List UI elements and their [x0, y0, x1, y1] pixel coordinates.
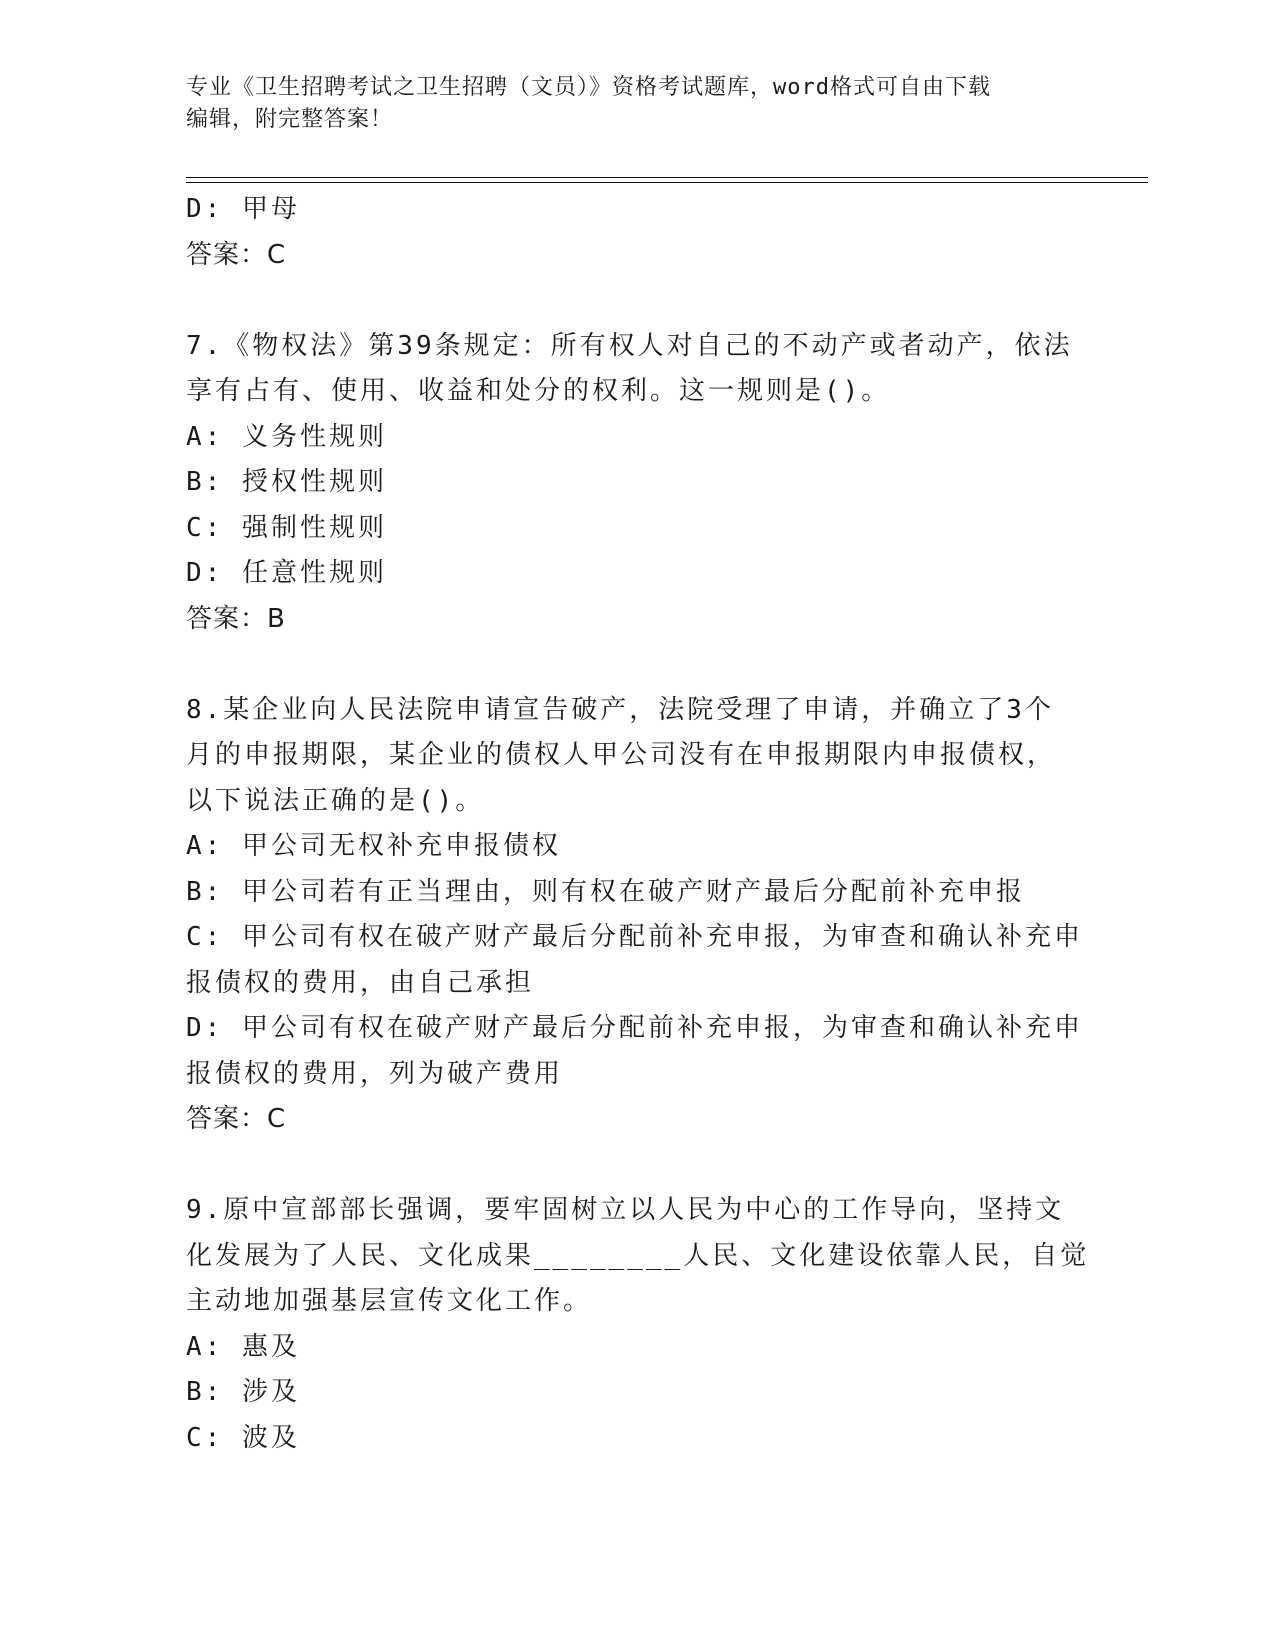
question-text: 化发展为了人民、文化成果________人民、文化建设依靠人民，自觉 — [186, 1240, 1090, 1271]
question-text: 9.原中宣部部长强调，要牢固树立以人民为中心的工作导向，坚持文 — [186, 1195, 1065, 1225]
answer-option: D: 任意性规则 — [186, 558, 387, 588]
answer-option: C: 甲公司有权在破产财产最后分配前补充申报，为审查和确认补充申 — [186, 922, 1083, 952]
answer-option: A: 惠及 — [186, 1331, 300, 1362]
header-rule-bottom — [186, 182, 1148, 183]
header-line-1: 专业《卫生招聘考试之卫生招聘（文员）》资格考试题库，word格式可自由下载 — [186, 75, 991, 100]
question-text: 月的申报期限，某企业的债权人甲公司没有在申报期限内申报债权， — [186, 740, 1057, 770]
header-rule-top — [186, 177, 1148, 178]
question-text: 以下说法正确的是()。 — [186, 785, 485, 816]
block-spacer — [186, 278, 1086, 324]
question-block — [186, 324, 1086, 643]
answer-option: A: 甲公司无权补充申报债权 — [186, 831, 561, 861]
question-text: 报债权的费用，列为破产费用 — [186, 1058, 564, 1089]
question-text: 主动地加强基层宣传文化工作。 — [186, 1286, 593, 1316]
answer-key: 答案：C — [186, 239, 287, 270]
answer-option: C: 波及 — [186, 1422, 300, 1453]
answer-option: B: 甲公司若有正当理由，则有权在破产财产最后分配前补充申报 — [186, 876, 1025, 907]
answer-option: D: 甲公司有权在破产财产最后分配前补充申报，为审查和确认补充申 — [186, 1013, 1083, 1043]
question-text: 7.《物权法》第39条规定：所有权人对自己的不动产或者动产，依法 — [186, 330, 1073, 361]
document-header — [186, 72, 1066, 136]
question-block — [186, 688, 1086, 1143]
question-text: 8.某企业向人民法院申请宣告破产，法院受理了申请，并确立了3个 — [186, 694, 1054, 725]
block-spacer — [186, 642, 1086, 688]
question-content — [186, 187, 1090, 1461]
answer-option: B: 授权性规则 — [186, 467, 387, 497]
block-spacer — [186, 1143, 1086, 1189]
answer-option: C: 强制性规则 — [186, 512, 387, 543]
header-line-2: 编辑，附完整答案！ — [186, 107, 394, 132]
answer-key: 答案：B — [186, 603, 286, 634]
question-block — [186, 187, 1086, 278]
question-text: 享有占有、使用、收益和处分的权利。这一规则是()。 — [186, 376, 891, 406]
answer-key: 答案：C — [186, 1104, 287, 1134]
answer-option: D: 甲母 — [186, 194, 300, 224]
answer-option: B: 涉及 — [186, 1377, 300, 1407]
question-block — [186, 1188, 1090, 1461]
answer-option: A: 义务性规则 — [186, 421, 387, 452]
question-text: 报债权的费用，由自己承担 — [186, 967, 535, 998]
